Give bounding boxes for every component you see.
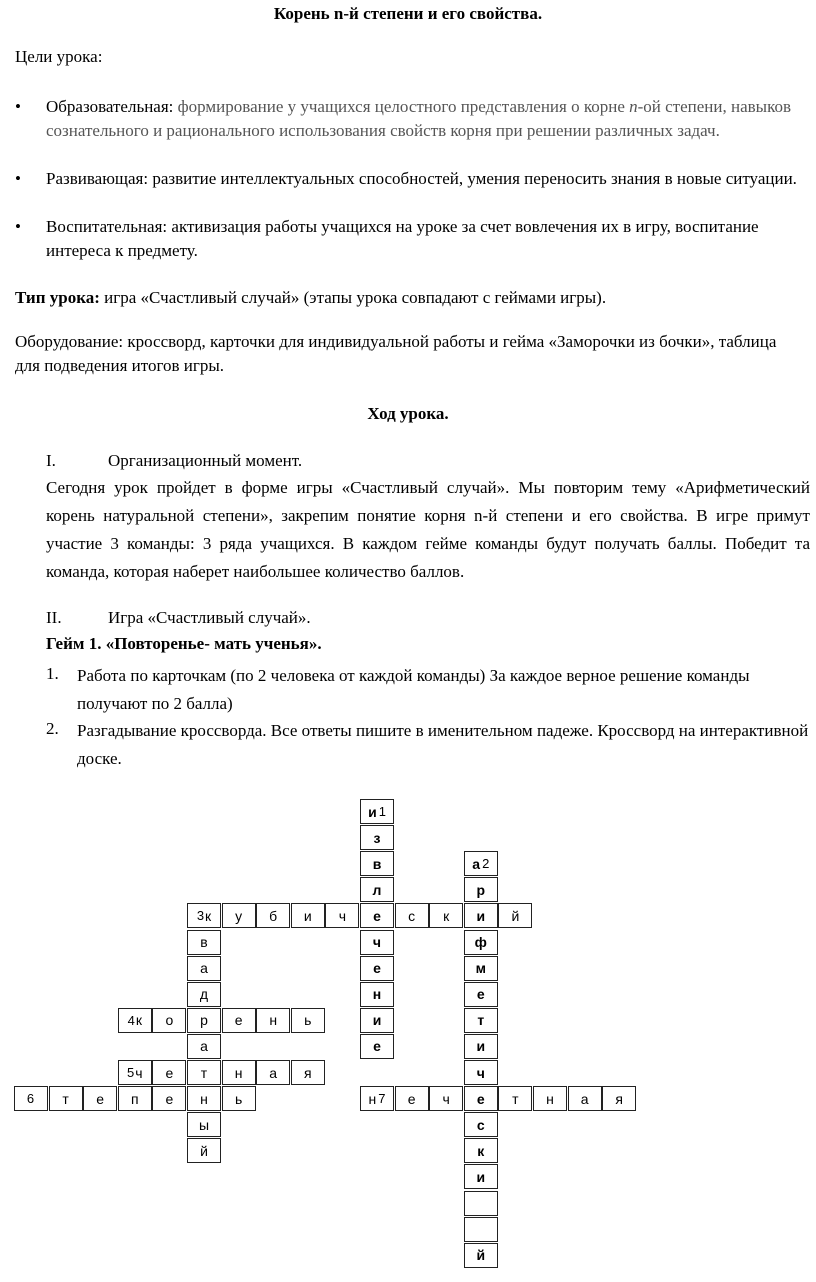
crossword-clue-number: 1 <box>378 804 386 819</box>
crossword-letter: к <box>477 1142 485 1159</box>
crossword-letter: ь <box>304 1012 312 1029</box>
crossword-cell <box>360 1086 394 1111</box>
crossword-letter: ы <box>198 1116 210 1133</box>
crossword-letter: з <box>373 829 381 846</box>
crossword-letter: н <box>269 1012 278 1029</box>
crossword-letter: р <box>200 1012 208 1029</box>
crossword-letter: т <box>477 1012 485 1029</box>
crossword-letter: а <box>269 1064 278 1081</box>
crossword-letter: е <box>407 1090 416 1107</box>
crossword-cell <box>464 903 498 928</box>
bullet-icon: • <box>15 169 21 188</box>
crossword-clue-number: 2 <box>482 856 490 872</box>
crossword-letter: й <box>476 1247 486 1264</box>
crossword-cell <box>498 903 532 928</box>
goal-text: формирование у учащихся целостного представления о корне <box>173 97 630 116</box>
crossword-letter: ч <box>338 907 347 924</box>
crossword-cell <box>360 1034 394 1059</box>
task-2-text: Разгадывание кроссворда. Все ответы пишите в именительном падеже. Кроссворд на интерактивной доске. <box>77 721 809 768</box>
crossword-letter: к <box>205 907 212 924</box>
crossword-letter: б <box>269 907 278 924</box>
crossword-clue-number: 6 <box>26 1091 35 1107</box>
crossword-letter: ь <box>234 1090 243 1107</box>
crossword-clue-number: 7 <box>378 1091 386 1107</box>
crossword-letter: н <box>372 986 382 1003</box>
crossword-letter: ч <box>442 1090 450 1107</box>
crossword-cell <box>222 1008 256 1033</box>
section-2-num: II. <box>46 608 62 627</box>
crossword-letter: к <box>443 907 450 924</box>
section-1-num: I. <box>46 451 56 470</box>
crossword-cell <box>360 877 394 902</box>
crossword-cell <box>360 825 394 850</box>
crossword-cell <box>360 903 394 928</box>
crossword-letter: а <box>580 1090 589 1107</box>
crossword-clue-number: 4 <box>127 1012 135 1028</box>
crossword-letter: е <box>96 1090 105 1107</box>
crossword-letter: и <box>303 907 312 924</box>
crossword-letter: н <box>546 1090 554 1107</box>
crossword-cell <box>464 877 498 902</box>
bullet-icon: • <box>15 217 21 236</box>
section-1-title: Организационный момент. <box>108 451 303 470</box>
task-1-num: 1. <box>46 664 59 683</box>
crossword-cell <box>360 799 394 824</box>
crossword-letter: е <box>234 1012 243 1029</box>
lesson-type-text: игра «Счастливый случай» (этапы урока совпадают с геймами игры). <box>99 288 607 307</box>
goal-text: развитие интеллектуальных способностей, умения переносить знания в новые ситуации. <box>148 169 797 188</box>
crossword-cell <box>464 1034 498 1059</box>
crossword-cell <box>464 1008 498 1033</box>
crossword-cell <box>464 1112 498 1137</box>
crossword-letter: а <box>200 1038 208 1055</box>
crossword-letter: т <box>512 1090 519 1107</box>
crossword-cell <box>152 1008 186 1033</box>
crossword-letter: л <box>372 881 382 898</box>
crossword-letter: е <box>165 1064 174 1081</box>
crossword-cell <box>187 1060 221 1085</box>
lesson-type-label: Тип урока: <box>15 288 100 307</box>
crossword-cell <box>360 851 394 876</box>
crossword-letter: й <box>200 1142 208 1159</box>
crossword-cell <box>152 1060 186 1085</box>
crossword-cell <box>187 1034 221 1059</box>
goal-text-cont: -ой степени, навыков сознательного и рационального использования свойств корня при решении различных задач. <box>46 97 792 140</box>
crossword-cell <box>602 1086 636 1111</box>
crossword-cell <box>118 1086 152 1111</box>
goal-italic: n <box>629 97 638 116</box>
crossword-letter: и <box>372 1012 382 1029</box>
game-1-heading: Гейм 1. «Повторенье- мать ученья». <box>46 634 322 653</box>
crossword-cell <box>187 903 221 928</box>
crossword-letter: о <box>165 1012 174 1029</box>
intro-paragraph: Сегодня урок пройдет в форме игры «Счастливый случай». Мы повторим тему «Арифметический корень натуральной степени», закрепим понятие корня n-й степени и его свойства. В игре примут участие 3 команды: 3 ряда учащихся. В каждом гейме команды будут получать баллы. Победит та команда, которая наберет наибольшее количество баллов. <box>46 478 810 581</box>
equipment-paragraph: Оборудование: кроссворд, карточки для индивидуальной работы и гейма «Заморочки из бочки», таблица для подведения итогов игры. <box>15 332 777 375</box>
crossword-cell <box>256 903 290 928</box>
crossword-cell <box>187 1138 221 1163</box>
crossword-letter: а <box>472 855 481 872</box>
crossword-cell <box>464 956 498 981</box>
goal-label: Воспитательная: <box>46 217 168 236</box>
crossword-cell <box>464 1191 498 1216</box>
crossword-cell <box>464 851 498 876</box>
crossword-letter: и <box>476 907 486 924</box>
crossword-letter: т <box>200 1064 208 1081</box>
crossword-letter: я <box>615 1090 623 1107</box>
crossword-cell <box>464 930 498 955</box>
crossword-letter: ф <box>474 934 487 950</box>
page-title: Корень n-й степени и его свойства. <box>273 4 543 23</box>
crossword-cell <box>256 1008 290 1033</box>
crossword-cell <box>360 1008 394 1033</box>
crossword-letter: м <box>475 960 486 977</box>
crossword-letter: а <box>200 960 208 977</box>
crossword-letter: н <box>200 1090 208 1107</box>
crossword-cell <box>395 903 429 928</box>
goal-label: Образовательная: <box>46 97 174 116</box>
crossword-letter: н <box>368 1090 377 1107</box>
crossword-cell <box>291 1008 325 1033</box>
crossword-cell <box>187 930 221 955</box>
crossword-cell <box>429 1086 463 1111</box>
goal-label: Развивающая: <box>46 169 149 188</box>
crossword-cell <box>568 1086 602 1111</box>
section-2-title: Игра «Счастливый случай». <box>108 608 311 627</box>
crossword-letter: е <box>476 1090 485 1107</box>
crossword-cell <box>222 1086 256 1111</box>
crossword-letter: д <box>199 986 209 1003</box>
goal-text: активизация работы учащихся на уроке за счет вовлечения их в игру, воспитание интереса к предмету. <box>46 217 759 260</box>
crossword-cell <box>187 1008 221 1033</box>
crossword-cell <box>464 1138 498 1163</box>
crossword-clue-number: 5 <box>127 1065 135 1080</box>
crossword-cell <box>533 1086 567 1111</box>
crossword-cell <box>464 1164 498 1189</box>
goals-heading: Цели урока: <box>15 47 103 66</box>
task-1-text: Работа по карточкам (по 2 человека от каждой команды) За каждое верное решение команды получают по 2 балла) <box>77 666 750 713</box>
crossword-letter: у <box>235 907 243 924</box>
crossword-cell <box>187 1112 221 1137</box>
crossword-cell <box>222 903 256 928</box>
crossword-cell <box>291 903 325 928</box>
crossword-cell <box>464 1243 498 1268</box>
crossword-letter: т <box>62 1090 69 1107</box>
crossword-letter: ч <box>476 1064 485 1081</box>
crossword-letter: е <box>373 907 381 924</box>
crossword-letter: е <box>373 1038 381 1055</box>
crossword-letter: к <box>135 1012 142 1029</box>
crossword-cell <box>395 1086 429 1111</box>
crossword-letter: е <box>476 986 485 1003</box>
crossword-letter: с <box>476 1116 485 1133</box>
crossword-cell <box>118 1060 152 1085</box>
crossword-cell <box>14 1086 48 1111</box>
crossword-letter: и <box>368 803 377 820</box>
crossword-cell <box>187 982 221 1007</box>
crossword-letter: я <box>304 1064 312 1081</box>
crossword-cell <box>325 903 359 928</box>
crossword-cell <box>49 1086 83 1111</box>
crossword-letter: ч <box>372 934 382 950</box>
crossword-cell <box>360 956 394 981</box>
crossword-cell <box>464 1217 498 1242</box>
crossword-cell <box>222 1060 256 1085</box>
crossword-letter: ч <box>135 1064 143 1081</box>
task-2-num: 2. <box>46 719 59 738</box>
crossword-letter: с <box>408 907 416 924</box>
crossword-letter: в <box>372 855 382 872</box>
crossword-cell <box>360 982 394 1007</box>
crossword-letter: е <box>373 960 381 977</box>
crossword-cell <box>187 956 221 981</box>
crossword-cell <box>464 1086 498 1111</box>
crossword-cell <box>464 1060 498 1085</box>
crossword-cell <box>256 1060 290 1085</box>
crossword-cell <box>152 1086 186 1111</box>
crossword-clue-number: 3 <box>196 908 205 924</box>
crossword-cell <box>429 903 463 928</box>
course-heading: Ход урока. <box>367 404 449 423</box>
crossword-cell <box>83 1086 117 1111</box>
crossword-letter: й <box>511 907 520 924</box>
bullet-icon: • <box>15 97 21 116</box>
crossword-letter: р <box>476 881 486 898</box>
crossword-cell <box>464 982 498 1007</box>
crossword-cell <box>498 1086 532 1111</box>
crossword-letter: п <box>131 1090 139 1107</box>
crossword-cell <box>187 1086 221 1111</box>
crossword-letter: н <box>234 1064 243 1081</box>
crossword-cell <box>118 1008 152 1033</box>
crossword-letter: е <box>165 1090 174 1107</box>
crossword-letter: в <box>200 934 208 950</box>
crossword-letter: и <box>476 1168 486 1185</box>
crossword-letter: и <box>476 1038 486 1055</box>
crossword-cell <box>360 930 394 955</box>
crossword-cell <box>291 1060 325 1085</box>
